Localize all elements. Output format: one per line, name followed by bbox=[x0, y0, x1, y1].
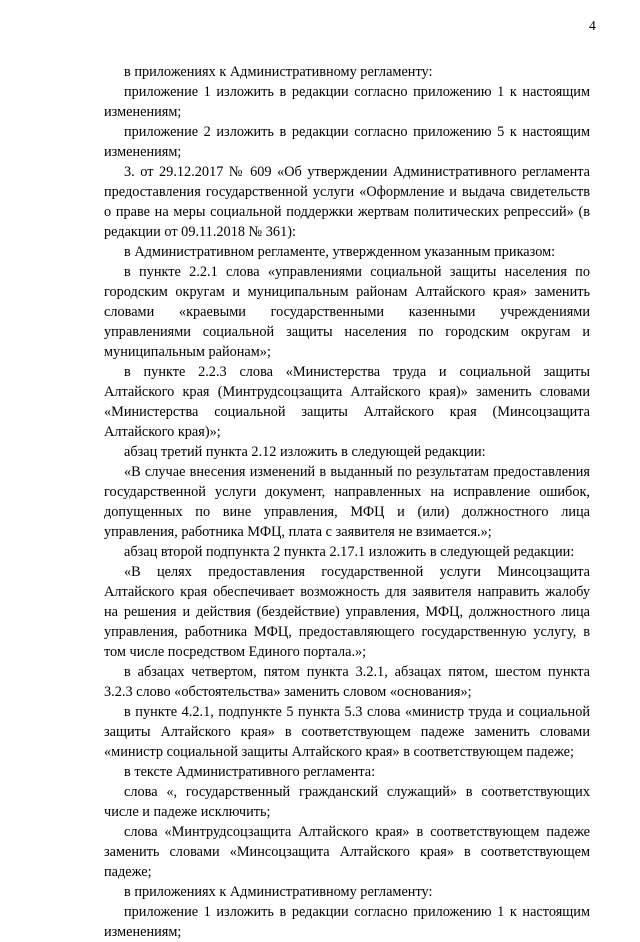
paragraph: «В случае внесения изменений в выданный по результатам предоставления государственной услуги документ, направленных на исправление ошибок, допущенных по вине управления, МФЦ и (или) должностного лица управления, работника МФЦ, плата с заявителя не взимается.»; bbox=[104, 464, 590, 540]
page-number: 4 bbox=[589, 18, 596, 33]
paragraph: в абзацах четвертом, пятом пункта 3.2.1, абзацах пятом, шестом пункта 3.2.3 слово «обстоятельства» заменить словом «основания»; bbox=[104, 664, 590, 700]
paragraph: 3. от 29.12.2017 № 609 «Об утверждении Административного регламента предоставления государственной услуги «Оформление и выдача свидетельств о праве на меры социальной поддержки жертвам политических репрессий» (в редакции от 09.11.2018 № 361): bbox=[104, 164, 590, 240]
paragraph: «В целях предоставления государственной услуги Минсоцзащита Алтайского края обеспечивает возможность для заявителя направить жалобу на решения и действия (бездействие) управления, МФЦ, должностного лица управления, работника МФЦ, предоставляющего государственную услугу, в том числе посредством Единого портала.»; bbox=[104, 564, 590, 660]
paragraph: абзац второй подпункта 2 пункта 2.17.1 изложить в следующей редакции: bbox=[124, 544, 575, 560]
paragraph: приложение 1 изложить в редакции согласно приложению 1 к настоящим изменениям; bbox=[104, 84, 590, 120]
paragraph: в тексте Административного регламента: bbox=[124, 764, 376, 780]
paragraph: слова «Минтрудсоцзащита Алтайского края» в соответствующем падеже заменить словами «Минсоцзащита Алтайского края» в соответствующем падеже; bbox=[104, 824, 590, 880]
paragraph: слова «, государственный гражданский служащий» в соответствующих числе и падеже исключить; bbox=[104, 784, 590, 820]
paragraph: в пункте 4.2.1, подпункте 5 пункта 5.3 слова «министр труда и социальной защиты Алтайского края» в соответствующем падеже заменить словами «министр социальной защиты Алтайского края» в соответствующем падеже; bbox=[104, 704, 590, 760]
paragraph: абзац третий пункта 2.12 изложить в следующей редакции: bbox=[124, 444, 486, 460]
document-body bbox=[104, 62, 590, 942]
paragraph: в Административном регламенте, утвержденном указанным приказом: bbox=[124, 244, 556, 260]
paragraph: в приложениях к Административному регламенту: bbox=[124, 884, 433, 900]
paragraph: в приложениях к Административному регламенту: bbox=[124, 64, 433, 80]
paragraph: в пункте 2.2.3 слова «Министерства труда и социальной защиты Алтайского края (Минтрудсоцзащита Алтайского края)» заменить словами «Министерства социальной защиты Алтайского края (Минсоцзащита Алтайского края)»; bbox=[104, 364, 590, 440]
paragraph: в пункте 2.2.1 слова «управлениями социальной защиты населения по городским округам и муниципальным районам Алтайского края» заменить словами «краевыми государственными казенными учреждениями управлениями социальной защиты населения по городским округам и муниципальным районам»; bbox=[104, 264, 590, 360]
paragraph: приложение 1 изложить в редакции согласно приложению 1 к настоящим изменениям; bbox=[104, 904, 590, 940]
paragraph: приложение 2 изложить в редакции согласно приложению 5 к настоящим изменениям; bbox=[104, 124, 590, 160]
